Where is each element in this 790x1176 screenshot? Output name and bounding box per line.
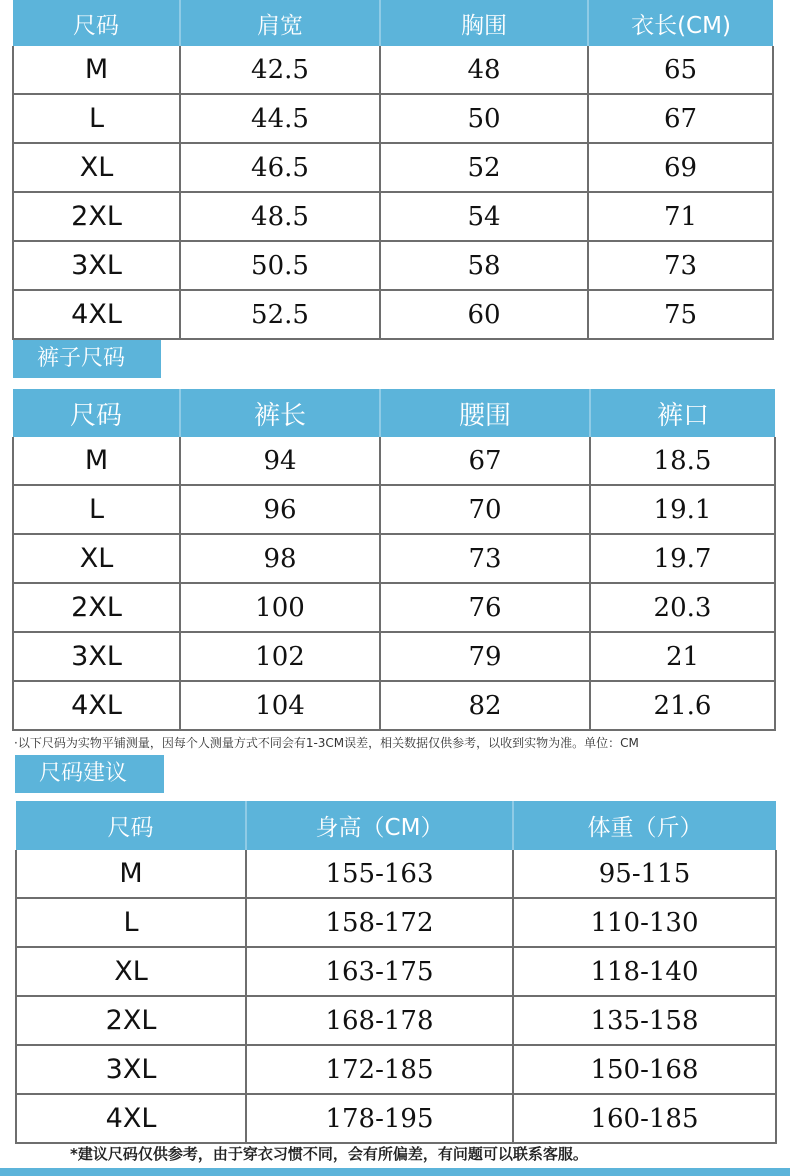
size-cell: XL xyxy=(16,947,246,996)
pants-length-cell: 94 xyxy=(180,437,380,485)
weight-cell: 110-130 xyxy=(513,898,776,947)
length-cell: 65 xyxy=(588,46,773,94)
size-cell: L xyxy=(16,898,246,947)
size-cell: 2XL xyxy=(16,996,246,1045)
size-cell: M xyxy=(13,46,180,94)
table-row xyxy=(16,850,776,898)
header-size: 尺码 xyxy=(13,0,180,46)
table-row xyxy=(13,143,773,192)
weight-cell: 150-168 xyxy=(513,1045,776,1094)
shoulder-cell: 44.5 xyxy=(180,94,380,143)
table-row xyxy=(16,898,776,947)
size-cell: XL xyxy=(13,143,180,192)
table-row xyxy=(13,94,773,143)
measurement-note: ·以下尺码为实物平铺测量，因每个人测量方式不同会有1-3CM误差，相关数据仅供参考，以收到实物为准。单位：CM xyxy=(14,736,639,750)
leg-opening-cell: 19.1 xyxy=(590,485,775,534)
height-cell: 163-175 xyxy=(246,947,513,996)
shoulder-cell: 42.5 xyxy=(180,46,380,94)
size-cell: L xyxy=(13,485,180,534)
pants-length-cell: 104 xyxy=(180,681,380,730)
table-row xyxy=(16,1045,776,1094)
chest-cell: 50 xyxy=(380,94,588,143)
table-header-row xyxy=(13,0,773,46)
size-cell: 3XL xyxy=(13,241,180,290)
size-cell: 4XL xyxy=(13,290,180,339)
chest-cell: 48 xyxy=(380,46,588,94)
size-cell: 4XL xyxy=(16,1094,246,1143)
shoulder-cell: 50.5 xyxy=(180,241,380,290)
size-cell: L xyxy=(13,94,180,143)
size-cell: 3XL xyxy=(13,632,180,681)
chest-cell: 58 xyxy=(380,241,588,290)
table-row xyxy=(13,192,773,241)
header-chest: 胸围 xyxy=(380,0,588,46)
shoulder-cell: 52.5 xyxy=(180,290,380,339)
waist-cell: 82 xyxy=(380,681,590,730)
size-cell: M xyxy=(13,437,180,485)
recommendation-note: *建议尺码仅供参考，由于穿衣习惯不同，会有所偏差，有问题可以联系客服。 xyxy=(70,1145,588,1163)
header-weight: 体重（斤） xyxy=(513,801,776,850)
height-cell: 178-195 xyxy=(246,1094,513,1143)
size-cell: XL xyxy=(13,534,180,583)
pants-size-table xyxy=(12,389,776,731)
leg-opening-cell: 21 xyxy=(590,632,775,681)
header-size: 尺码 xyxy=(13,389,180,437)
header-size: 尺码 xyxy=(16,801,246,850)
size-cell: M xyxy=(16,850,246,898)
table-row xyxy=(13,437,775,485)
table-row xyxy=(13,632,775,681)
weight-cell: 118-140 xyxy=(513,947,776,996)
length-cell: 75 xyxy=(588,290,773,339)
table-row xyxy=(16,1094,776,1143)
length-cell: 73 xyxy=(588,241,773,290)
weight-cell: 135-158 xyxy=(513,996,776,1045)
table-row xyxy=(13,534,775,583)
chest-cell: 60 xyxy=(380,290,588,339)
height-cell: 158-172 xyxy=(246,898,513,947)
header-length: 衣长(CM) xyxy=(588,0,773,46)
header-shoulder-width: 肩宽 xyxy=(180,0,380,46)
leg-opening-cell: 19.7 xyxy=(590,534,775,583)
shoulder-cell: 48.5 xyxy=(180,192,380,241)
chest-cell: 54 xyxy=(380,192,588,241)
table-row xyxy=(13,583,775,632)
size-cell: 2XL xyxy=(13,192,180,241)
leg-opening-cell: 21.6 xyxy=(590,681,775,730)
table-row xyxy=(13,681,775,730)
table-row xyxy=(13,46,773,94)
pants-length-cell: 96 xyxy=(180,485,380,534)
table-row xyxy=(13,485,775,534)
weight-cell: 160-185 xyxy=(513,1094,776,1143)
leg-opening-cell: 20.3 xyxy=(590,583,775,632)
length-cell: 69 xyxy=(588,143,773,192)
pants-size-title: 裤子尺码 xyxy=(13,340,161,378)
length-cell: 71 xyxy=(588,192,773,241)
header-pants-length: 裤长 xyxy=(180,389,380,437)
waist-cell: 73 xyxy=(380,534,590,583)
header-height: 身高（CM） xyxy=(246,801,513,850)
header-waist: 腰围 xyxy=(380,389,590,437)
table-row xyxy=(13,290,773,339)
waist-cell: 79 xyxy=(380,632,590,681)
waist-cell: 76 xyxy=(380,583,590,632)
weight-cell: 95-115 xyxy=(513,850,776,898)
table-row xyxy=(13,241,773,290)
size-cell: 2XL xyxy=(13,583,180,632)
pants-length-cell: 100 xyxy=(180,583,380,632)
size-recommendation-table xyxy=(15,801,777,1144)
height-cell: 155-163 xyxy=(246,850,513,898)
pants-length-cell: 98 xyxy=(180,534,380,583)
size-cell: 3XL xyxy=(16,1045,246,1094)
height-cell: 168-178 xyxy=(246,996,513,1045)
shoulder-cell: 46.5 xyxy=(180,143,380,192)
table-header-row xyxy=(16,801,776,850)
pants-length-cell: 102 xyxy=(180,632,380,681)
waist-cell: 67 xyxy=(380,437,590,485)
header-leg-opening: 裤口 xyxy=(590,389,775,437)
top-size-table xyxy=(12,0,774,340)
bottom-accent-bar xyxy=(0,1168,790,1176)
size-cell: 4XL xyxy=(13,681,180,730)
table-row xyxy=(16,996,776,1045)
table-row xyxy=(16,947,776,996)
table-header-row xyxy=(13,389,775,437)
chest-cell: 52 xyxy=(380,143,588,192)
length-cell: 67 xyxy=(588,94,773,143)
size-recommendation-title: 尺码建议 xyxy=(15,755,164,793)
waist-cell: 70 xyxy=(380,485,590,534)
leg-opening-cell: 18.5 xyxy=(590,437,775,485)
height-cell: 172-185 xyxy=(246,1045,513,1094)
